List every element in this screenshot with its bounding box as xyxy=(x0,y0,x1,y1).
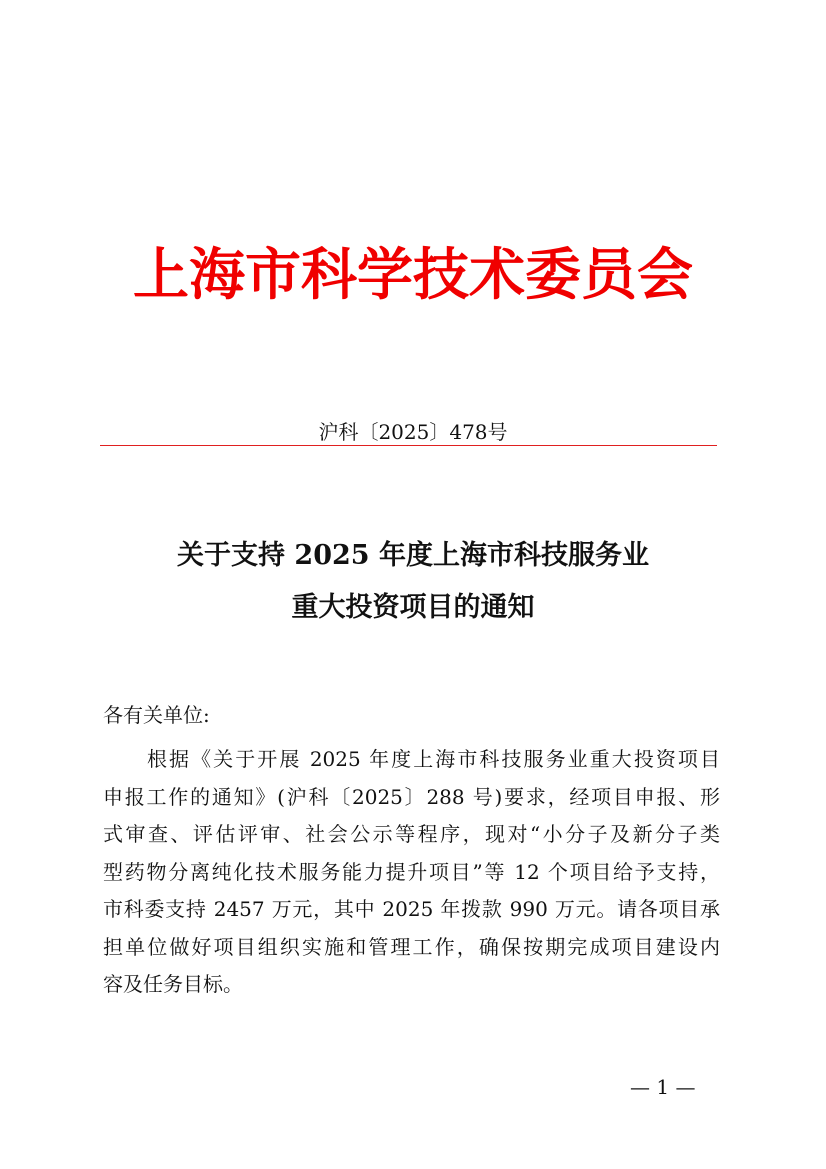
body-line: 担单位做好项目组织实施和管理工作，确保按期完成项目建设内 xyxy=(103,934,720,959)
body-line: 型药物分离纯化技术服务能力提升项目”等 12 个项目给予支持， xyxy=(103,859,720,884)
red-divider-line xyxy=(100,445,717,446)
body-line: 市科委支持 2457 万元，其中 2025 年拨款 990 万元。请各项目承 xyxy=(103,897,720,921)
issuing-organization-header: 上海市科学技术委员会 xyxy=(133,242,693,308)
document-title-line-1: 关于支持 2025 年度上海市科技服务业 xyxy=(177,540,649,571)
body-line: 式审查、评估评审、社会公示等程序，现对“小分子及新分子类 xyxy=(103,822,720,846)
page-number: — 1 — xyxy=(630,1075,696,1099)
body-paragraph xyxy=(103,744,720,1007)
document-title-line-2: 重大投资项目的通知 xyxy=(291,592,535,623)
document-number: 沪科〔2025〕478号 xyxy=(318,420,508,444)
body-line: 申报工作的通知》(沪科〔2025〕288 号)要求，经项目申报、形 xyxy=(103,784,720,809)
salutation: 各有关单位: xyxy=(103,703,210,727)
body-line: 容及任务目标。 xyxy=(103,972,243,996)
body-line: 根据《关于开展 2025 年度上海市科技服务业重大投资项目 xyxy=(147,747,720,771)
